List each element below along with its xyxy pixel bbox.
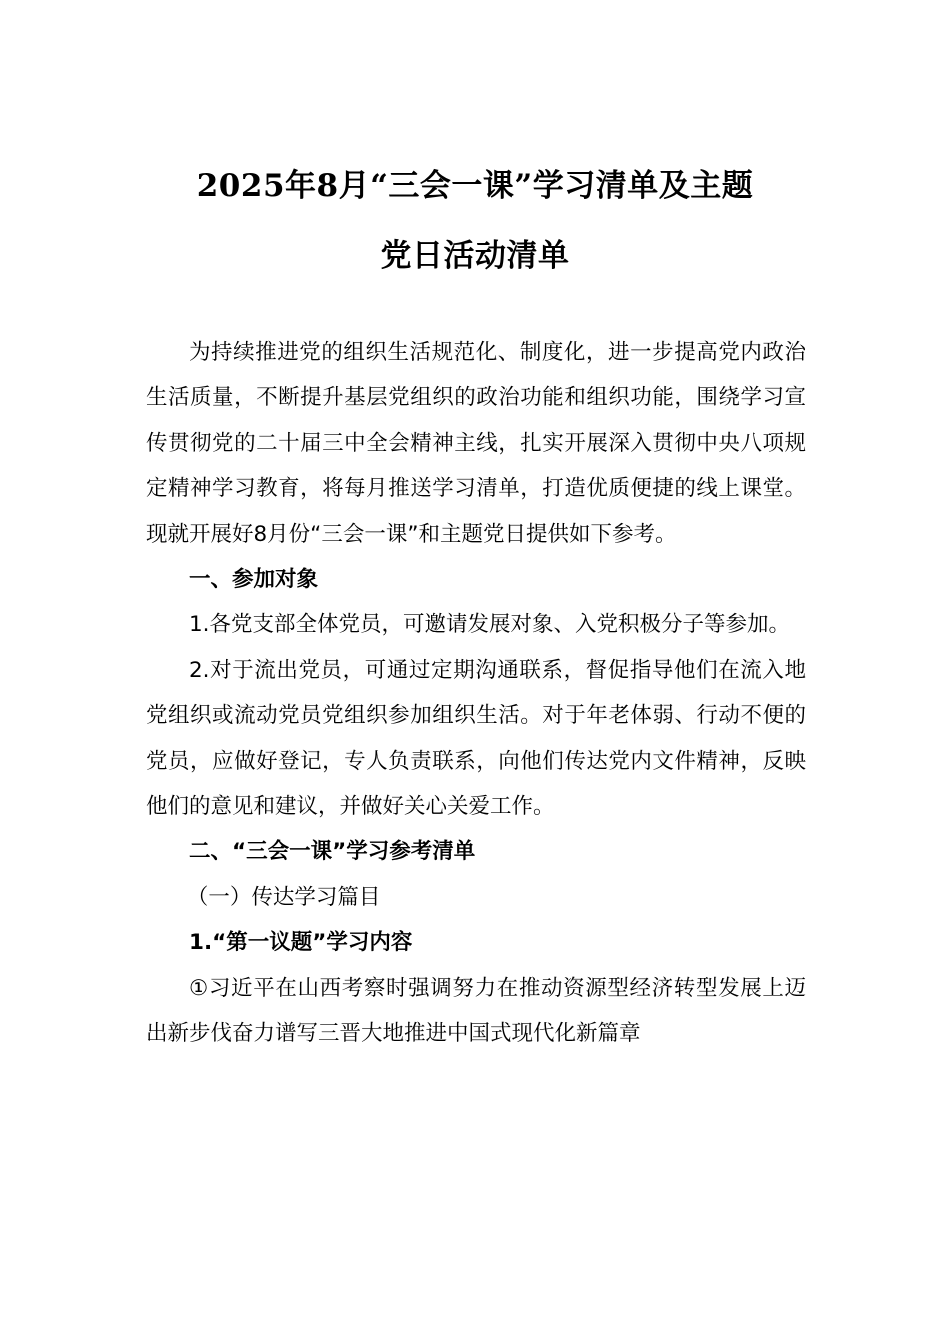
document-body <box>146 330 806 1057</box>
section-1-item-1: 1.各党支部全体党员，可邀请发展对象、入党积极分子等参加。 <box>189 612 791 638</box>
section-1-heading: 一、参加对象 <box>189 567 319 593</box>
document-title-line-1: 2025年8月“三会一课”学习清单及主题 <box>196 168 754 204</box>
section-2-item-1-heading: 1.“第一议题”学习内容 <box>189 930 413 956</box>
section-2-subheading-1: （一）传达学习篇目 <box>186 884 381 910</box>
section-2-heading: 二、“三会一课”学习参考清单 <box>189 839 476 865</box>
section-1-item-2: 2.对于流出党员，可通过定期沟通联系，督促指导他们在流入地党组织或流动党员党组织参加组织生活。对于年老体弱、行动不便的党员，应做好登记，专人负责联系，向他们传达党内文件精神，反映他们的意见和建议，并做好关心关爱工作。 <box>146 657 806 820</box>
section-2-item-1-entry-1: ①习近平在山西考察时强调努力在推动资源型经济转型发展上迈出新步伐奋力谱写三晋大地推进中国式现代化新篇章 <box>146 975 806 1047</box>
document-title-line-2: 党日活动清单 <box>380 238 570 274</box>
intro-paragraph: 为持续推进党的组织生活规范化、制度化，进一步提高党内政治生活质量，不断提升基层党组织的政治功能和组织功能，围绕学习宣传贯彻党的二十届三中全会精神主线，扎实开展深入贯彻中央八项规定精神学习教育，将每月推送学习清单，打造优质便捷的线上课堂。现就开展好8月份“三会一课”和主题党日提供如下参考。 <box>146 340 806 547</box>
